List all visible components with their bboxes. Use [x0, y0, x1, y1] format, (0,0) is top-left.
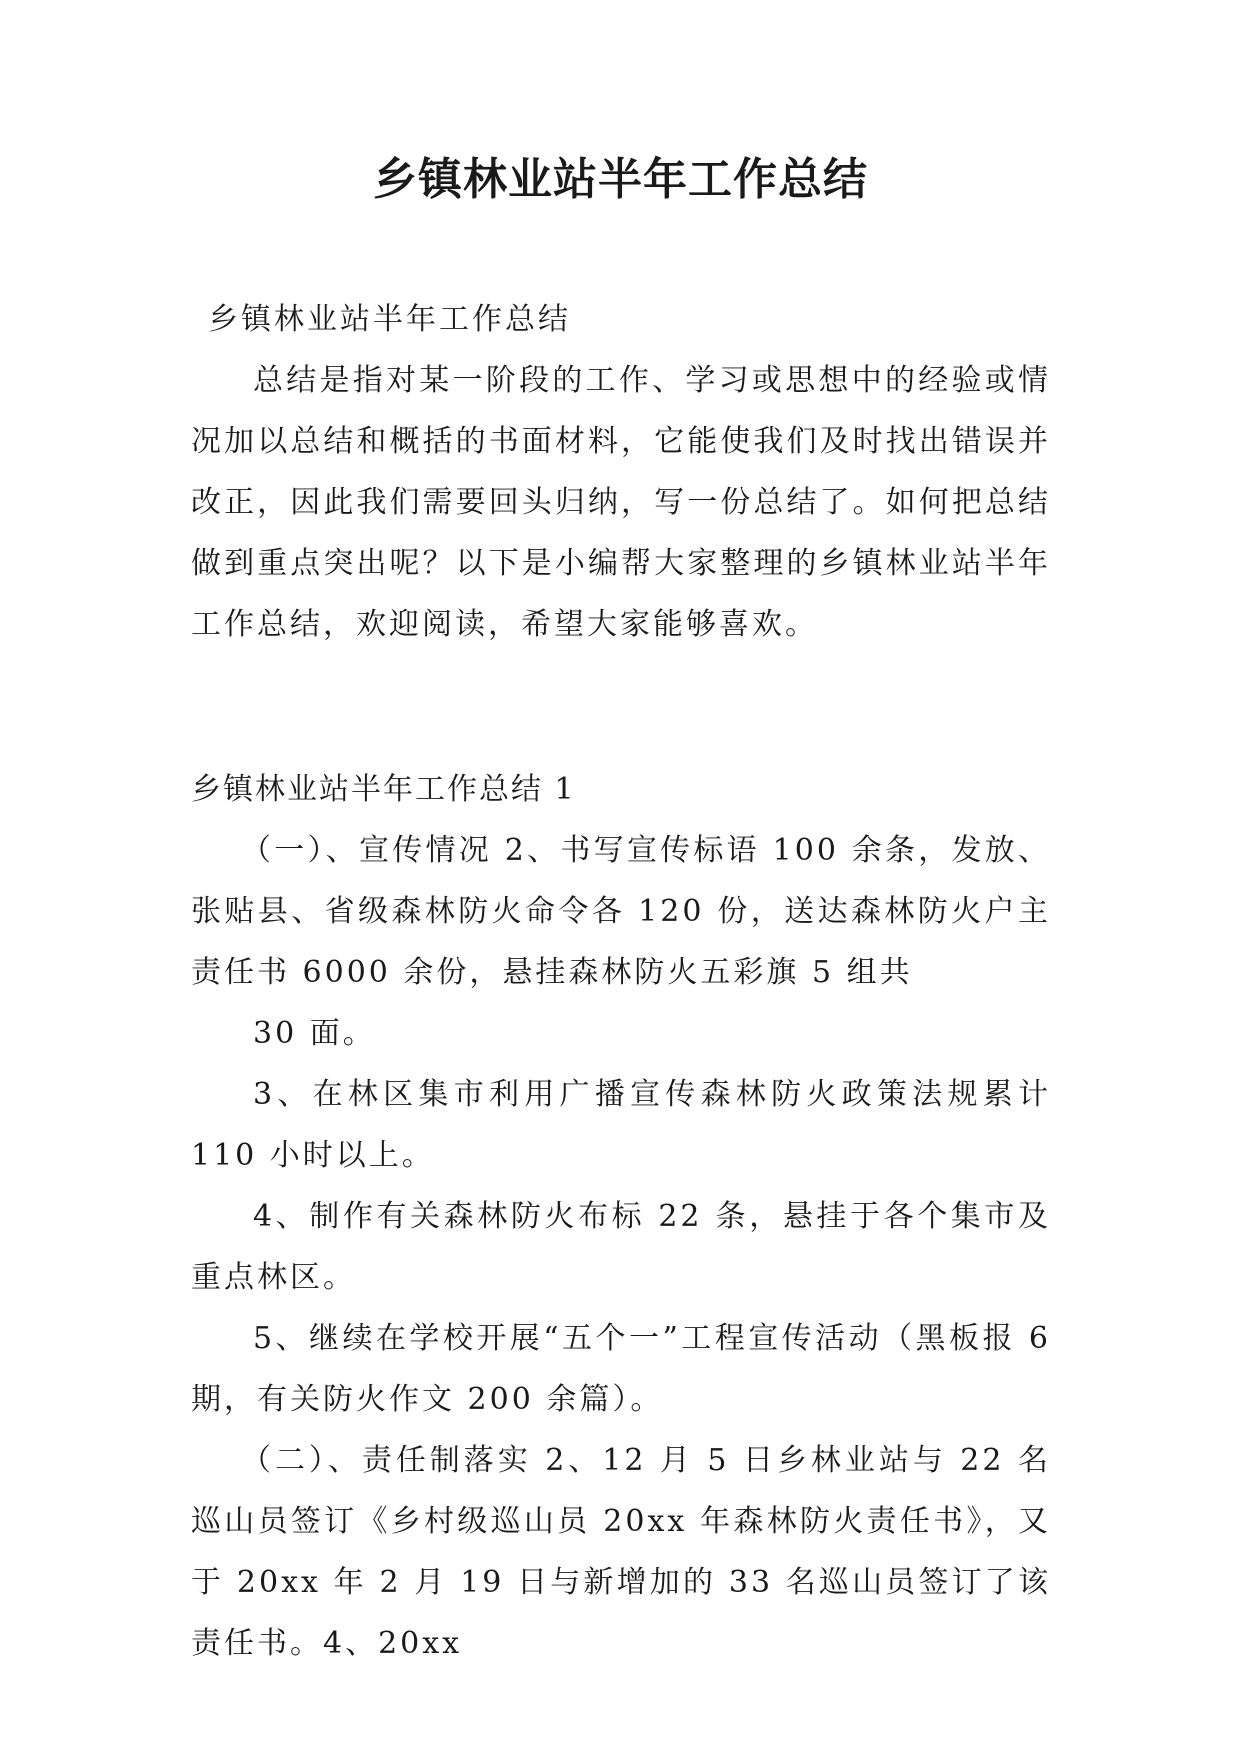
intro-paragraph: 总结是指对某一阶段的工作、学习或思想中的经验或情况加以总结和概括的书面材料，它能使我们及时找出错误并改正，因此我们需要回头归纳，写一份总结了。如何把总结做到重点突出呢？以下是小编帮大家整理的乡镇林业站半年工作总结，欢迎阅读，希望大家能够喜欢。	[191, 363, 1051, 642]
document-title: 乡镇林业站半年工作总结	[373, 154, 868, 205]
body-paragraph: （二）、责任制落实 2、12 月 5 日乡林业站与 22 名巡山员签订《乡村级巡山员 20xx 年森林防火责任书》，又于 20xx 年 2 月 19 日与新增加的 33 名巡山员签订了该责任书。4、20xx	[191, 1443, 1051, 1661]
document-body	[191, 290, 1051, 1674]
body-paragraph: （一）、宣传情况 2、书写宣传标语 100 余条，发放、张贴县、省级森林防火命令各 120 份，送达森林防火户主责任书 6000 余份，悬挂森林防火五彩旗 5 组共	[191, 833, 1051, 990]
body-paragraph: 5、继续在学校开展“五个一”工程宣传活动（黑板报 6 期，有关防火作文 200 余篇）。	[191, 1321, 1051, 1417]
document-subtitle: 乡镇林业站半年工作总结	[208, 302, 571, 337]
body-paragraph: 3、在林区集市利用广播宣传森林防火政策法规累计 110 小时以上。	[191, 1077, 1051, 1173]
section-heading: 乡镇林业站半年工作总结 1	[191, 772, 576, 807]
body-paragraph: 30 面。	[253, 1016, 376, 1051]
body-paragraph: 4、制作有关森林防火布标 22 条，悬挂于各个集市及重点林区。	[191, 1199, 1051, 1295]
